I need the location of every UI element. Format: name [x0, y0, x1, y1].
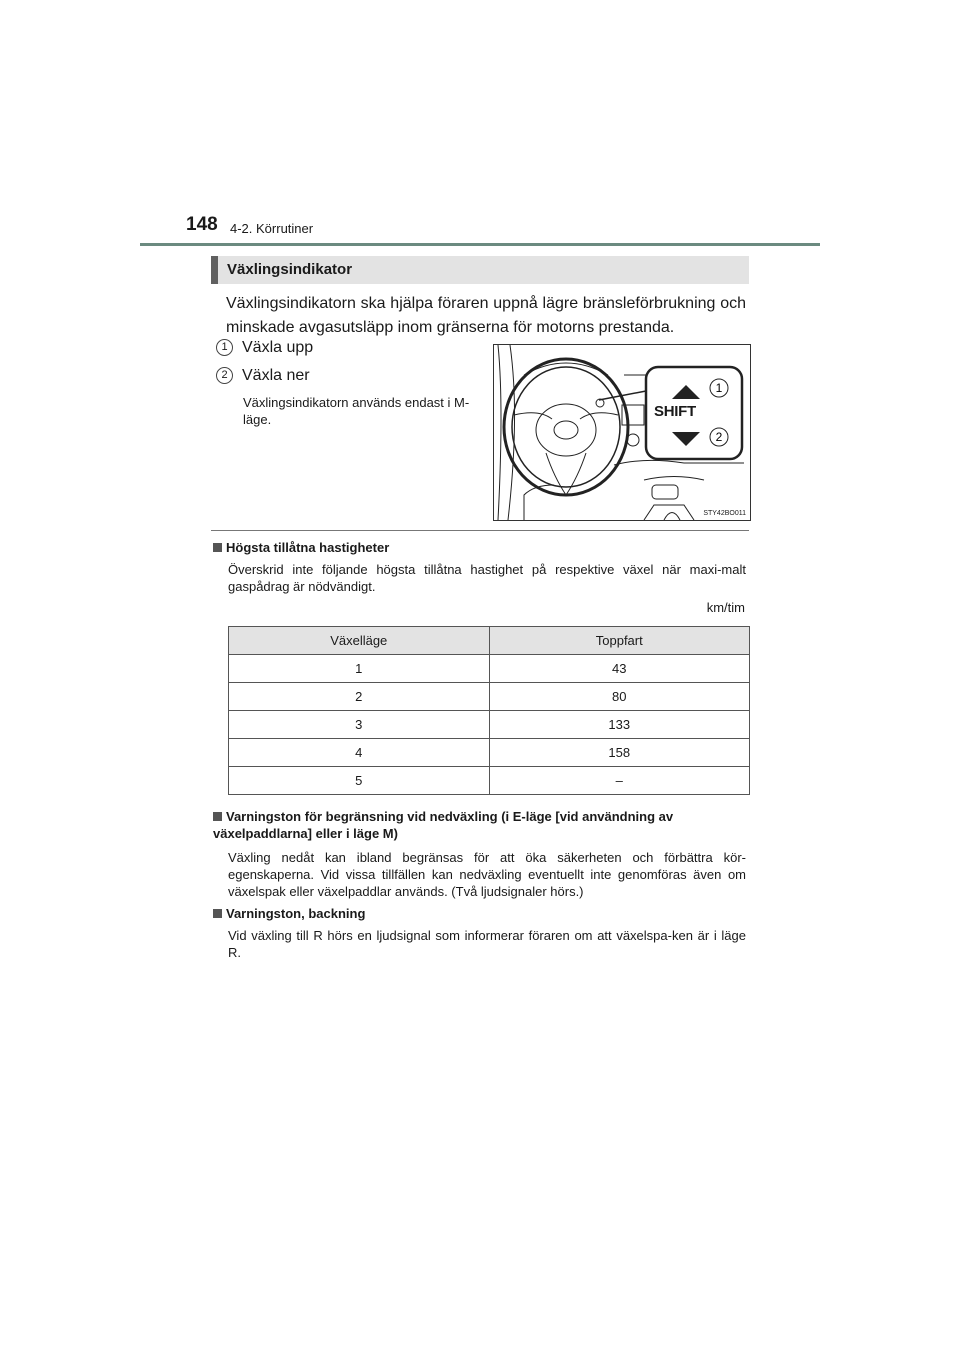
steering-wheel-illustration — [494, 345, 750, 520]
section-heading-bar — [211, 256, 749, 284]
downshift-warning-text: Växling nedåt kan ibland begränsas för att öka säkerheten och förbättra kör-egenskaperna. Vid vissa tillfällen kan nedväxling eventuellt inte genomföras även om växelspak eller växelpaddlar används. (Två ljudsignaler hörs.) — [228, 850, 746, 899]
illustration-code: STY42BO011 — [703, 510, 746, 517]
section-title: Växlingsindikator — [227, 261, 353, 278]
step-label-shift-down: Växla ner — [242, 367, 310, 384]
step-label-shift-up: Växla upp — [242, 339, 314, 356]
gear-cell: 4 — [229, 739, 490, 767]
column-header-top-speed: Toppfart — [489, 627, 750, 655]
reverse-warning-text: Vid växling till R hörs en ljudsignal som informerar föraren om att växelspa-ken är i läge R. — [228, 928, 746, 960]
section-divider — [211, 530, 749, 531]
table-row — [229, 655, 750, 683]
gear-cell: 2 — [229, 683, 490, 711]
gear-cell: 5 — [229, 767, 490, 795]
step-number-2: 2 — [216, 367, 233, 384]
speed-cell: 133 — [489, 711, 750, 739]
table-row — [229, 711, 750, 739]
table-row — [229, 739, 750, 767]
reverse-warning-heading-text: Varningston, backning — [226, 906, 366, 921]
column-header-gear: Växelläge — [229, 627, 490, 655]
gear-cell: 3 — [229, 711, 490, 739]
speed-cell: – — [489, 767, 750, 795]
bullet-square-icon — [213, 543, 222, 552]
page-number: 148 — [186, 214, 218, 235]
gear-cell: 1 — [229, 655, 490, 683]
section-accent — [211, 256, 218, 284]
bullet-square-icon — [213, 909, 222, 918]
reverse-warning-heading — [213, 905, 365, 922]
table-header-row — [229, 627, 750, 655]
speed-cell: 43 — [489, 655, 750, 683]
dashboard-illustration — [493, 344, 751, 521]
downshift-warning-heading-text: Varningston för begränsning vid nedväxling (i E-läge [vid användning av växelpaddlarna] eller i läge M) — [213, 809, 674, 841]
speed-cell: 158 — [489, 739, 750, 767]
callout-number-2: 2 — [715, 430, 723, 444]
step-shift-up — [216, 339, 313, 357]
table-row — [229, 767, 750, 795]
step-shift-down — [216, 367, 310, 385]
speed-unit: km/tim — [706, 600, 745, 615]
bullet-square-icon — [213, 812, 222, 821]
speed-cell: 80 — [489, 683, 750, 711]
step-note: Växlingsindikatorn används endast i M-läge. — [243, 395, 470, 427]
step-number-1: 1 — [216, 339, 233, 356]
table-row — [229, 683, 750, 711]
max-speed-table — [228, 626, 750, 795]
chapter-title: 4-2. Körrutiner — [230, 221, 314, 236]
max-speed-heading — [213, 539, 389, 556]
downshift-warning-heading — [213, 808, 748, 842]
callout-number-1: 1 — [715, 381, 723, 395]
intro-paragraph: Växlingsindikatorn ska hjälpa föraren uppnå lägre bränsleförbrukning och minskade avgasutsläpp inom gränserna för motorns prestanda. — [226, 295, 746, 336]
header-rule — [140, 243, 820, 246]
shift-label: SHIFT — [654, 403, 696, 420]
max-speed-heading-text: Högsta tillåtna hastigheter — [226, 540, 390, 555]
max-speed-text: Överskrid inte följande högsta tillåtna hastighet på respektive växel när maxi-malt gaspådrag är nödvändigt. — [228, 562, 746, 594]
